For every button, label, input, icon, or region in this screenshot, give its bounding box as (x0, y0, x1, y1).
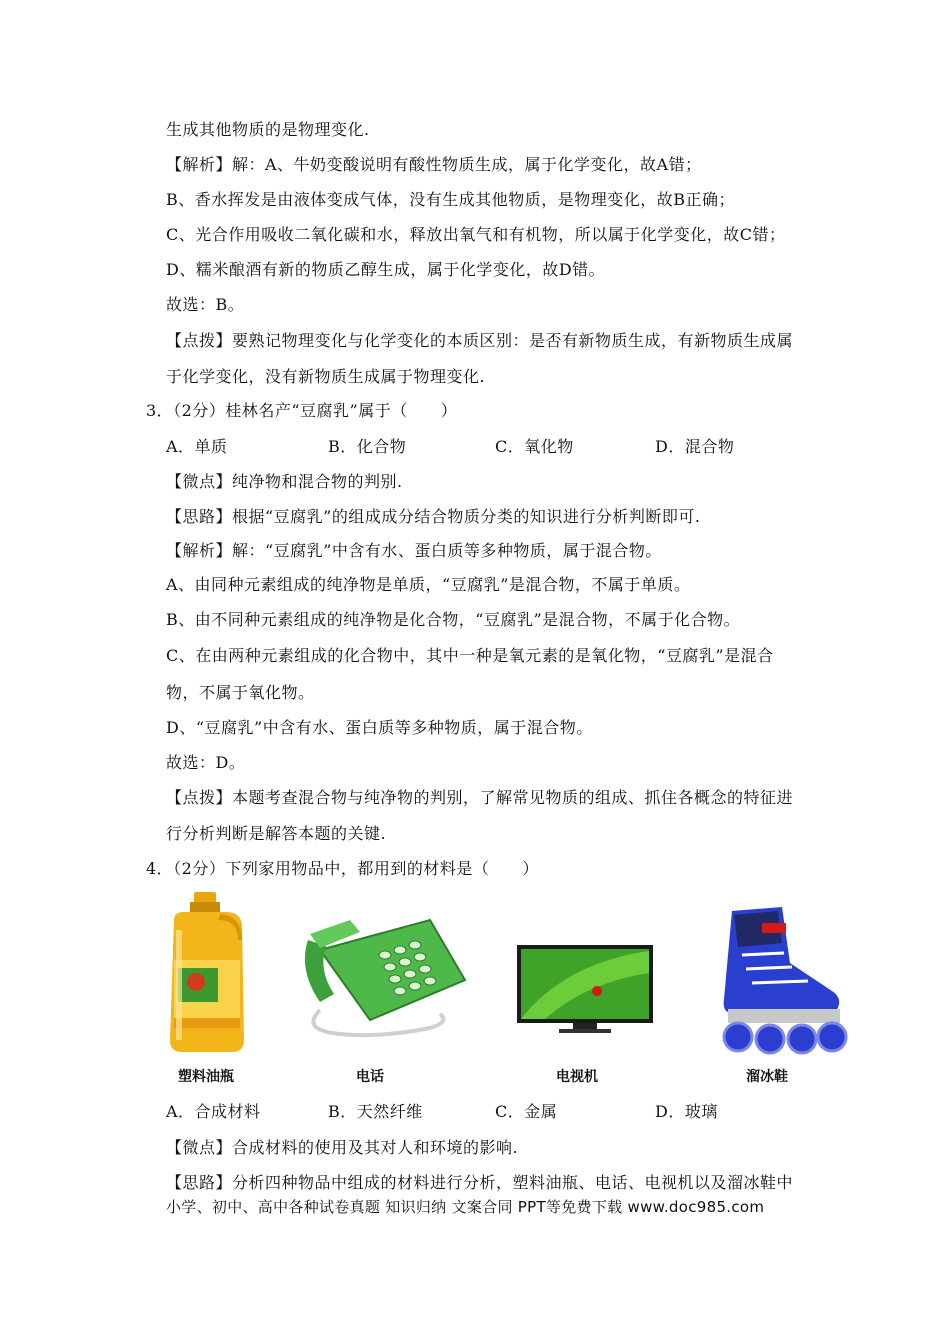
text-line: 【点拨】要熟记物理变化与化学变化的本质区别：是否有新物质生成，有新物质生成属 (166, 331, 794, 350)
caption-telephone: 电话 (356, 1069, 384, 1085)
q3-option-a: A．单质 (166, 437, 228, 456)
text-line: 故选：B。 (166, 295, 245, 314)
text-line: B、香水挥发是由液体变成气体，没有生成其他物质，是物理变化，故B正确； (166, 190, 736, 209)
text-line: 【解析】解：“豆腐乳”中含有水、蛋白质等多种物质，属于混合物。 (166, 541, 662, 560)
text-line: 【微点】纯净物和混合物的判别. (166, 472, 403, 491)
text-line: 生成其他物质的是物理变化. (166, 120, 370, 139)
telephone-image (290, 910, 470, 1040)
q4-option-c: C．金属 (495, 1102, 558, 1121)
text-line: A、由同种元素组成的纯净物是单质，“豆腐乳”是混合物，不属于单质。 (166, 575, 691, 594)
text-line: 于化学变化，没有新物质生成属于物理变化. (166, 367, 486, 386)
q3-option-b: B．化合物 (328, 437, 407, 456)
text-line: 【点拨】本题考查混合物与纯净物的判别，了解常见物质的组成、抓住各概念的特征进 (166, 788, 794, 807)
text-line: D、糯米酿酒有新的物质乙醇生成，属于化学变化，故D错。 (166, 260, 606, 279)
caption-oil-bottle: 塑料油瓶 (178, 1069, 234, 1085)
text-line: 【思路】根据“豆腐乳”的组成成分结合物质分类的知识进行分析判断即可. (166, 507, 701, 526)
text-line: 【微点】合成材料的使用及其对人和环境的影响. (166, 1138, 519, 1157)
television-image (515, 943, 655, 1035)
q4-option-d: D．玻璃 (655, 1102, 718, 1121)
q4-option-b: B．天然纤维 (328, 1102, 423, 1121)
question-4-title: 4．（2分）下列家用物品中，都用到的材料是（ ） (146, 859, 539, 878)
oil-bottle-image (160, 890, 260, 1060)
q3-option-d: D．混合物 (655, 437, 735, 456)
roller-skate-image (712, 903, 852, 1063)
text-line: 【思路】分析四种物品中组成的材料进行分析，塑料油瓶、电话、电视机以及溜冰鞋中 (166, 1173, 794, 1192)
text-line: B、由不同种元素组成的纯净物是化合物，“豆腐乳”是混合物，不属于化合物。 (166, 610, 741, 629)
text-line: C、在由两种元素组成的化合物中，其中一种是氧元素的是氧化物，“豆腐乳”是混合 (166, 646, 774, 665)
text-line: C、光合作用吸收二氧化碳和水，释放出氧气和有机物，所以属于化学变化，故C错； (166, 225, 786, 244)
question-3-title: 3．（2分）桂林名产“豆腐乳”属于（ ） (146, 401, 458, 420)
caption-roller-skate: 溜冰鞋 (746, 1069, 788, 1085)
q4-option-a: A．合成材料 (166, 1102, 261, 1121)
text-line: 【解析】解：A、牛奶变酸说明有酸性物质生成，属于化学变化，故A错； (166, 155, 702, 174)
q3-option-c: C．氧化物 (495, 437, 574, 456)
text-line: 行分析判断是解答本题的关键. (166, 824, 387, 843)
caption-television: 电视机 (556, 1069, 598, 1085)
text-line: D、“豆腐乳”中含有水、蛋白质等多种物质，属于混合物。 (166, 718, 593, 737)
text-line: 故选：D。 (166, 753, 246, 772)
footer-watermark-text: 小学、初中、高中各种试卷真题 知识归纳 文案合同 PPT等免费下载 www.doc985.com (166, 1198, 765, 1216)
text-line: 物，不属于氧化物。 (166, 683, 315, 702)
